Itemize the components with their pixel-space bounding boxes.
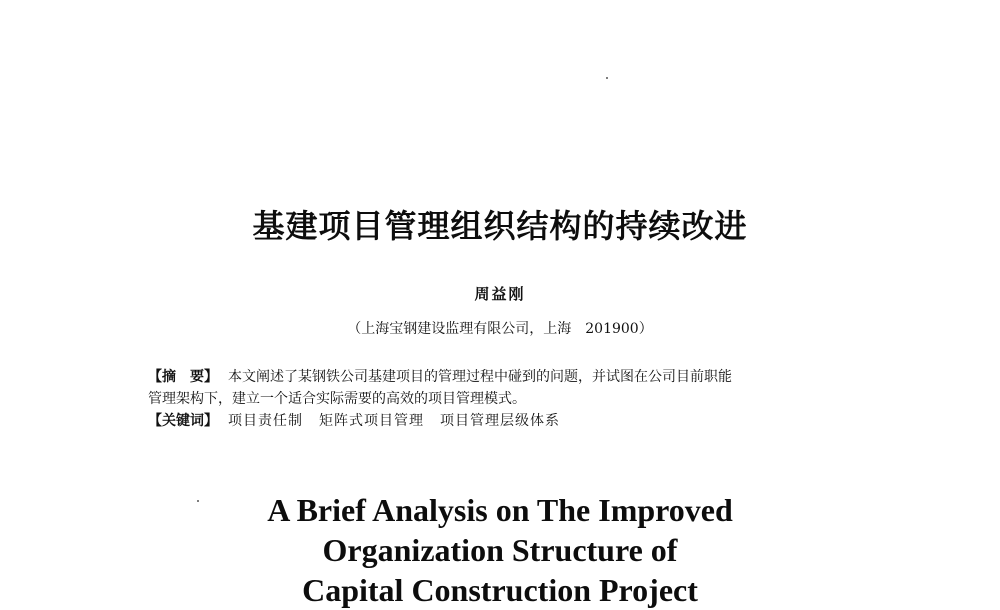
abstract-text-line-1: 本文阐述了某钢铁公司基建项目的管理过程中碰到的问题，并试图在公司目前职能 (228, 369, 732, 385)
keywords-label: 【关键词】 (148, 413, 218, 429)
abstract-label: 【摘 要】 (148, 369, 218, 385)
english-title (0, 490, 1000, 610)
keywords-line (148, 410, 868, 432)
author-affiliation: （上海宝钢建设监理有限公司，上海 201900） (347, 321, 653, 337)
english-title-line: Organization Structure of (322, 532, 678, 568)
english-title-line: Capital Construction Project (302, 572, 698, 608)
english-title-line: A Brief Analysis on The Improved (267, 492, 733, 528)
keyword: 矩阵式项目管理 (319, 413, 424, 429)
keyword: 项目责任制 (228, 413, 303, 429)
abstract-block (148, 366, 868, 432)
chinese-title: 基建项目管理组织结构的持续改进 (252, 207, 748, 245)
abstract-line (148, 388, 868, 410)
abstract-text-line-2: 管理架构下，建立一个适合实际需要的高效的项目管理模式。 (148, 391, 526, 407)
scan-speck (606, 77, 608, 79)
keyword: 项目管理层级体系 (440, 413, 560, 429)
author-name: 周益刚 (474, 285, 526, 303)
abstract-line (148, 366, 868, 388)
